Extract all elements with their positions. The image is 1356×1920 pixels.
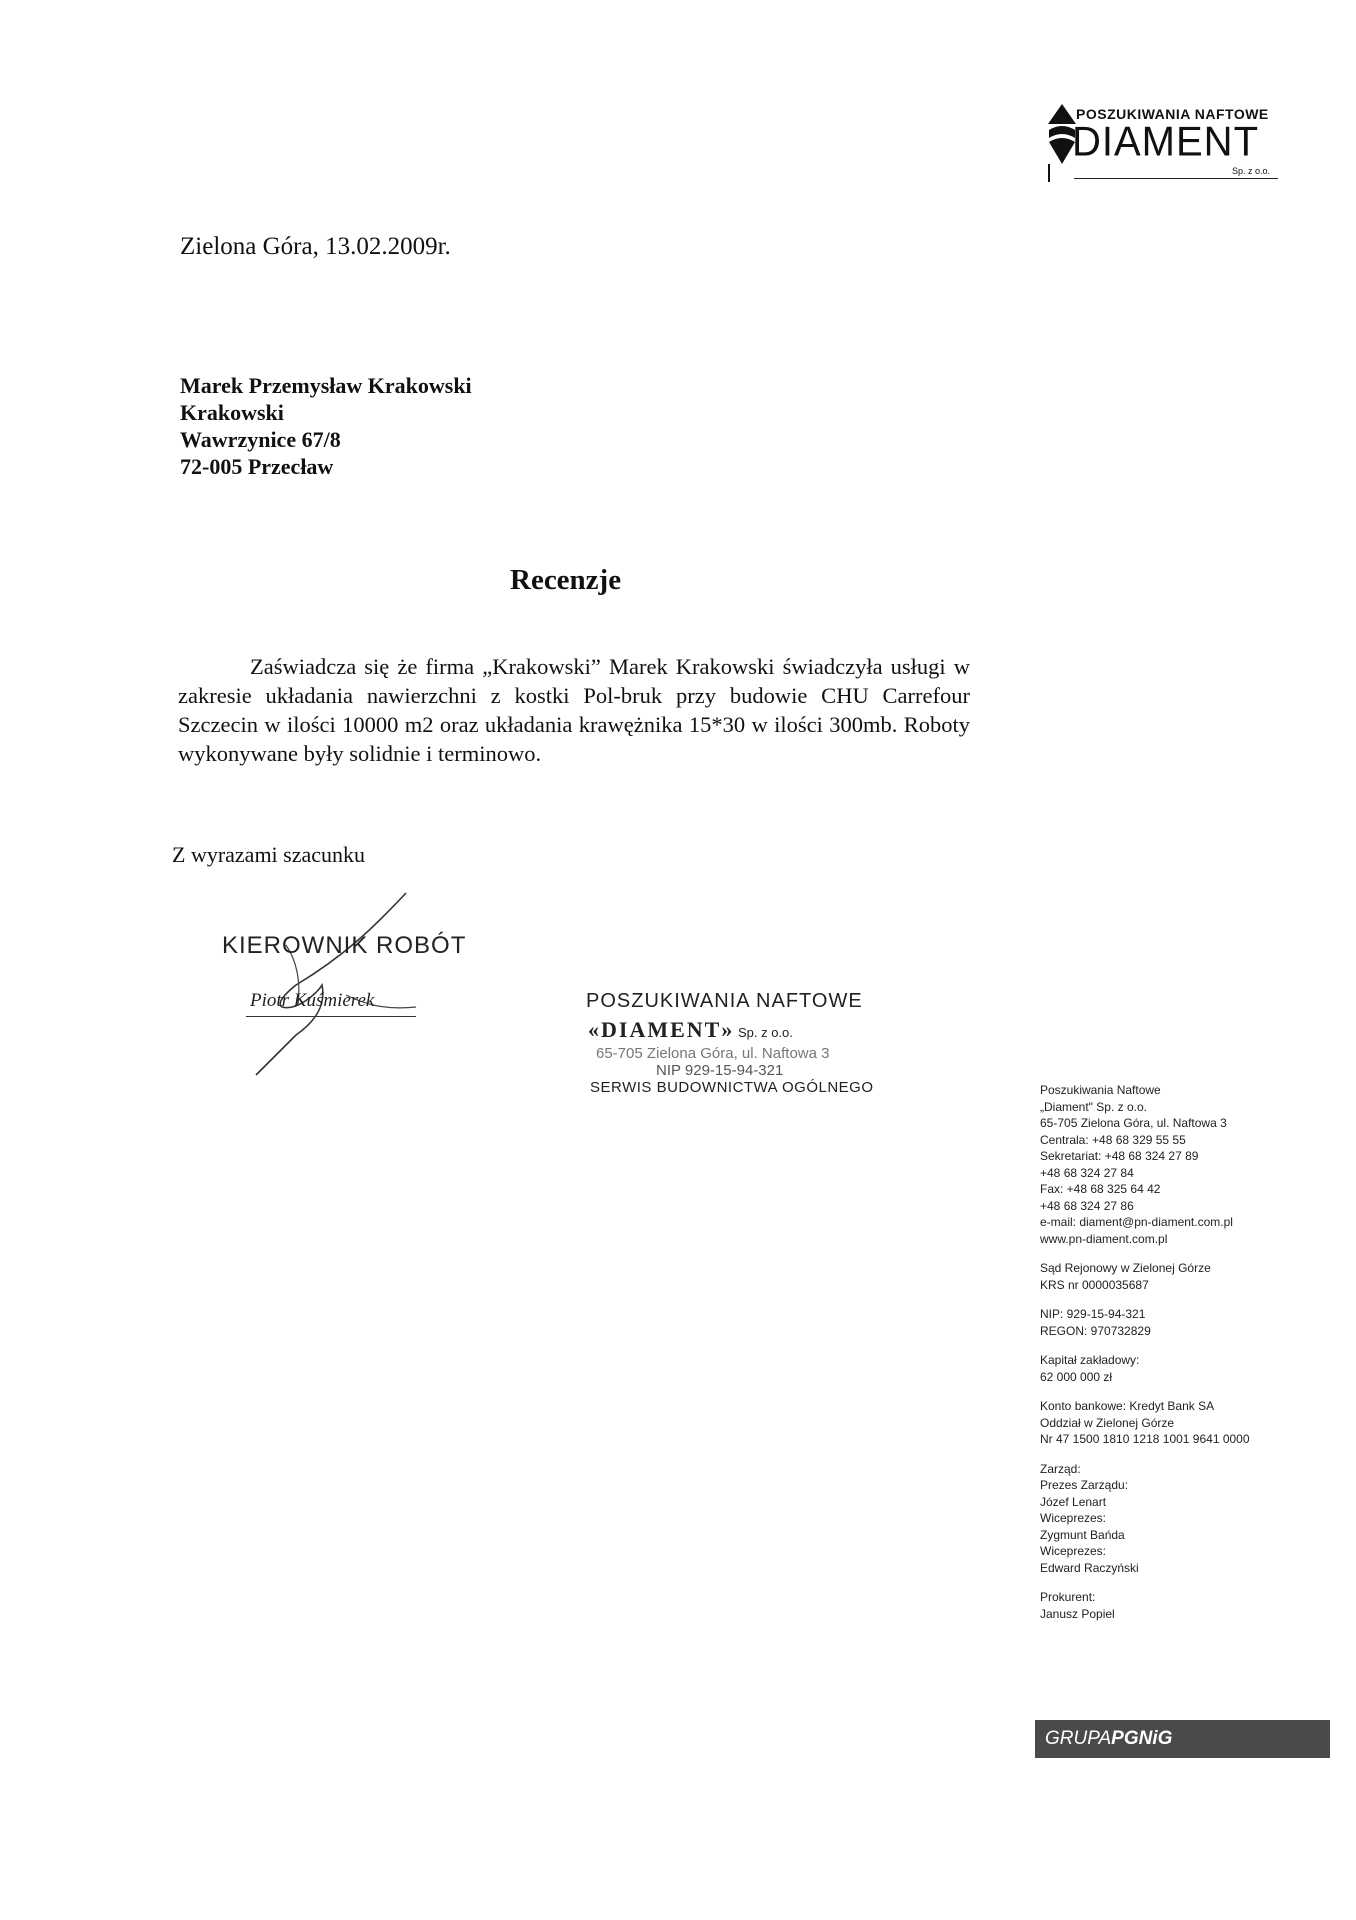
company-board xyxy=(1040,1461,1340,1577)
logo-underline xyxy=(1074,178,1278,179)
signature-name: Piotr Kuśmierek xyxy=(250,990,375,1011)
info-line: REGON: 970732829 xyxy=(1040,1323,1151,1338)
company-contact xyxy=(1040,1082,1340,1247)
info-line: Prokurent: xyxy=(1040,1590,1096,1604)
stamp-line-3: 65-705 Zielona Góra, ul. Naftowa 3 xyxy=(596,1045,830,1062)
logo-top-text: POSZUKIWANIA NAFTOWE xyxy=(1076,106,1269,122)
info-line: +48 68 324 27 84 xyxy=(1040,1165,1134,1180)
company-court xyxy=(1040,1260,1340,1293)
recipient-company: Krakowski xyxy=(180,400,284,425)
handwritten-signature xyxy=(226,885,426,1085)
company-tax-ids xyxy=(1040,1306,1340,1339)
company-stamp xyxy=(586,990,916,1096)
info-line: Konto bankowe: Kredyt Bank SA xyxy=(1040,1399,1215,1413)
stamp-line-1: POSZUKIWANIA NAFTOWE xyxy=(586,990,863,1012)
info-line: Zarząd: xyxy=(1040,1461,1081,1476)
company-info-column xyxy=(1040,1082,1340,1635)
letter-body-text: Zaświadcza się że firma „Krakowski” Marek Krakowski świadczyła usługi w zakresie układania nawierzchni z kostki Pol-bruk przy budowie CHU Carrefour Szczecin w ilości 10000 m2 oraz układania krawężnika 15*30 w ilości 300mb. Roboty wykonywane były solidnie i terminowo. xyxy=(178,654,970,766)
info-line: Centrala: +48 68 329 55 55 xyxy=(1040,1132,1186,1147)
info-line: Poszukiwania Naftowe xyxy=(1040,1083,1161,1097)
letter-body xyxy=(178,652,970,768)
info-line: Fax: +48 68 325 64 42 xyxy=(1040,1182,1161,1196)
website-line: www.pn-diament.com.pl xyxy=(1040,1231,1168,1246)
grupa-text: GRUPA xyxy=(1045,1728,1112,1749)
logo-brand: DIAMENT xyxy=(1072,118,1259,166)
info-line: Sekretariat: +48 68 324 27 89 xyxy=(1040,1149,1199,1163)
recipient-address xyxy=(180,372,472,480)
signature-title: KIEROWNIK ROBÓT xyxy=(222,932,467,959)
letter-closing: Z wyrazami szacunku xyxy=(172,842,366,867)
stamp-line-4: NIP 929-15-94-321 xyxy=(656,1062,784,1079)
info-line: NIP: 929-15-94-321 xyxy=(1040,1307,1146,1321)
info-line: Kapitał zakładowy: xyxy=(1040,1353,1140,1367)
stamp-brand: «DIAMENT» xyxy=(588,1017,735,1042)
info-line: Nr 47 1500 1810 1218 1001 9641 0000 xyxy=(1040,1432,1250,1446)
info-line: „Diament" Sp. z o.o. xyxy=(1040,1099,1147,1114)
info-line: 62 000 000 zł xyxy=(1040,1369,1113,1384)
letter-date: Zielona Góra, 13.02.2009r. xyxy=(180,233,451,260)
company-capital xyxy=(1040,1352,1340,1385)
company-bank xyxy=(1040,1398,1340,1448)
email-line: e-mail: diament@pn-diament.com.pl xyxy=(1040,1215,1233,1229)
logo-suffix: Sp. z o.o. xyxy=(1231,166,1270,176)
info-line: Zygmunt Bańda xyxy=(1040,1527,1125,1542)
info-line: Edward Raczyński xyxy=(1040,1560,1139,1575)
info-line: 65-705 Zielona Góra, ul. Naftowa 3 xyxy=(1040,1116,1227,1130)
recipient-city: 72-005 Przecław xyxy=(180,454,334,479)
info-line: Janusz Popiel xyxy=(1040,1606,1115,1621)
info-line: Józef Lenart xyxy=(1040,1494,1107,1509)
recipient-street: Wawrzynice 67/8 xyxy=(180,427,341,452)
company-logo xyxy=(1046,100,1286,186)
info-line: KRS nr 0000035687 xyxy=(1040,1277,1149,1292)
info-line: Oddział w Zielonej Górze xyxy=(1040,1415,1175,1430)
info-line: Prezes Zarządu: xyxy=(1040,1478,1129,1492)
info-line: Sąd Rejonowy w Zielonej Górze xyxy=(1040,1261,1211,1275)
info-line: Wiceprezes: xyxy=(1040,1544,1107,1558)
grupa-pgnig-bar xyxy=(1035,1720,1330,1758)
info-line: +48 68 324 27 86 xyxy=(1040,1198,1134,1213)
company-proxy xyxy=(1040,1589,1340,1622)
signature-name-underline xyxy=(246,1016,416,1017)
letter-title: Recenzje xyxy=(510,564,622,596)
pgnig-text: PGNiG xyxy=(1111,1728,1173,1749)
stamp-suffix: Sp. z o.o. xyxy=(737,1025,793,1040)
stamp-line-5: SERWIS BUDOWNICTWA OGÓLNEGO xyxy=(590,1079,874,1096)
info-line: Wiceprezes: xyxy=(1040,1511,1107,1525)
recipient-name: Marek Przemysław Krakowski xyxy=(180,373,472,398)
stamp-line-2 xyxy=(588,1017,916,1043)
